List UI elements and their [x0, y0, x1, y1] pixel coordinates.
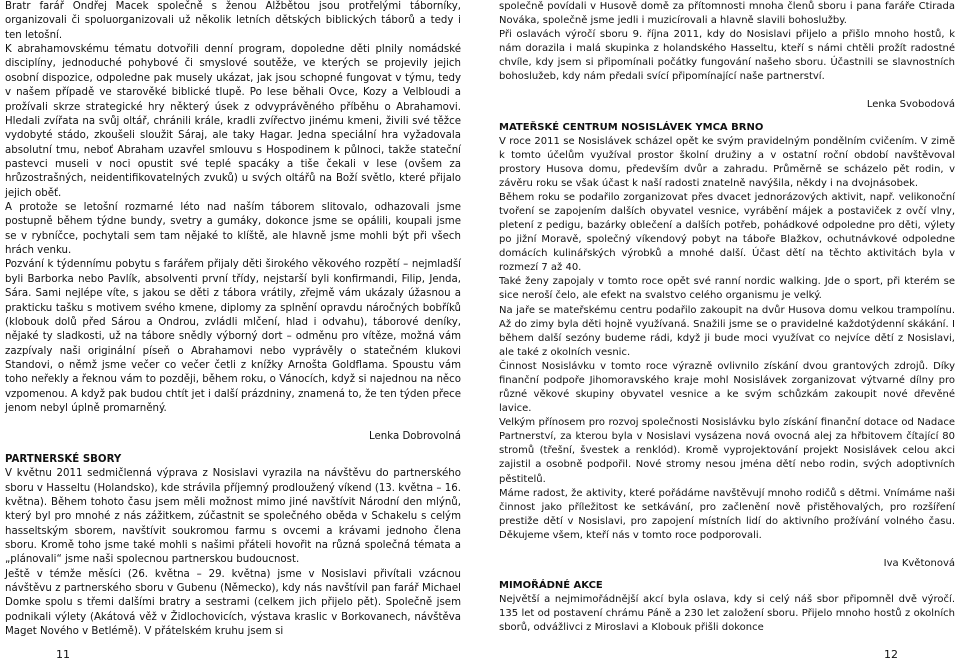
author-signature: Lenka Dobrovolná	[369, 431, 461, 443]
paragraph: Největší a nejmimořádnější akcí byla oslava, kdy si celý náš sbor připomněl dvě výročí. 135 let od postavení chrámu Páně a 230 let založení sboru. Přijelo mnoho hostů z okolních sborů, odvážlivci z Miroslavi a Klobouk přišli dokonce	[499, 594, 955, 634]
paragraph: K abrahamovskému tématu dotvořili denní program, dopoledne děti plnily nomádské disciplíny, jednoduché pohybové či smyslové soutěže, ve kterých se projevily jejich osobní dispozice, odpoledne pak musely ukázat, jak jsou schopné fungovat v týmu, tedy v našem případě ve starověké biblické tlupě. Po lese běhali Ovce, Kozy a Velbloudi a prožívali skrze strategické hry některý úsek z odvyprávěného příběhu o Abrahamovi. Hledali zvířata na svůj oltář, chránili krále, kradli zvířectvo jinému kmeni, živili své těžce vydobyté stádo, zkoušeli sloužit Sáraj, ale taky Hagar. Jedna speciální hra vyžadovala absolutní tmu, neboť Abraham uzavřel smlouvu s Hospodinem k půlnoci, takže stateční pastevci museli v noci opustit své teplé spacáky a tiše čekali v lese (ovšem za hrůzostrašných, neidentifikovatelných zvuků) u svých oltářů na Boží světlo, které přijalo jejich oběť.	[5, 44, 461, 199]
paragraph: V roce 2011 se Nosislávek scházel opět ke svým pravidelným pondělním cvičením. V zimě k tomto účelům využíval prostor školní družiny a v ostatní roční období navštěvoval prostory Husova domu, především dvůr a zahradu. Průměrně se scházelo pět rodin, v závěru roku se však účast k naší radosti znatelně navýšila, někdy i na dvojnásobek.	[499, 135, 955, 189]
section-heading: MIMOŘÁDNÉ AKCE	[499, 579, 603, 591]
section-heading: MATEŘSKÉ CENTRUM NOSISLÁVEK YMCA BRNO	[499, 121, 764, 133]
paragraph: Pozvání k týdennímu pobytu s farářem přijaly děti širokého věkového rozpětí – nejmladší byli Barborka nebo Pavlík, absolventi první třídy, nejstarší byli konfirmandi, Filip, Jenda, Sára. Sami nejlépe víte, s jakou se děti z tábora vrátily, zřejmě vám ukázaly úžasnou a prakticku tašku s motivem svého kmene, diplomy za splnění opravdu náročných bobříků (klobouk dolů před Sárou a Ondrou, zvládli mlčení, hlad i odvahu), táborové deníky, nějaké ty sladkosti, už na tábore snědly výborný dort – odměnu pro vítěze, možná vám zazpívaly naši originální píseň o Abrahamovi nebo vyprávěly o statečném klukovi Standovi, o němž jsme večer co večer četli z knížky Arnošta Goldflama. Spoustu vám toho neřekly a řeknou vám to později, během roku, o Vánocích, když si najednou na něco vzpomenou. A když pak budou chtít jet i další prázdniny, znamená to, že ten týden přece jenom nebyl úplně promarněný.	[5, 259, 461, 415]
paragraph: Během roku se podařilo zorganizovat přes dvacet jednorázových aktivit, např. velikonoční tvoření se zapojením dalších obyvatel vesnice, vyrábění májek a postaviček z ovčí vlny, pletení z pedigu, bazárky oblečení a dalších potřeb, pohádkové odpoledne pro děti, výlety po jižní Moravě, společný víkendový pobyt na táboře Blažkov, ochutnávkové odpoledne domácích kulinářských výrobků a mnohé další. Účast dětí na těchto aktivitách byla v rozmezí 7 až 40.	[499, 191, 955, 274]
author-signature: Iva Květonová	[883, 557, 955, 569]
left-column	[5, 0, 461, 639]
right-column	[499, 0, 955, 635]
paragraph: Také ženy zapojaly v tomto roce opět své ranní nordic walking. Jde o sport, při kterém se sice neroší čelo, ale efekt na svalstvo celého organismu je velký.	[499, 276, 955, 302]
page-number-right: 12	[884, 648, 898, 661]
paragraph: A protože se letošní rozmarné léto nad naším táborem slitovalo, odhazovali jsme postupně během týdne bundy, svetry a gumáky, dokonce jsme se opálili, koupali jsme se v rybníčce, pochytali sem tam nějaké to klíště, ale hlavně jsme mohli být při všech hrách venku.	[5, 202, 461, 257]
paragraph: Velkým přínosem pro rozvoj společnosti Nosislávku bylo získání finanční dotace od Nadace Partnerství, za kterou byla v Nosislavi vysázena nová ovocná alej za hřbitovem čítající 80 stromů (třešní, švestek a renklód). Kromě vyprojektování projekt Nosislávek celou akci zajistil a osobně podpořil. Nové stromy nesou jména dětí nebo rodin, svých adoptivních pěstitelů.	[499, 417, 955, 485]
paragraph: Při oslavách výročí sboru 9. října 2011, kdy do Nosislavi přijelo a přišlo mnoho hostů, k nám dorazila i malá skupinka z holandského Hasseltu, kteří s námi chtěli prožít radostné chvíle, kdy jsem si připomínali počátky fungování našeho sboru. Účastnili se slavnostních bohoslužeb, kdy nám předali svící připomínající naše partnerství.	[499, 29, 955, 83]
paragraph: Ještě v témže měsíci (26. května – 29. května) jsme v Nosislavi přivítali vzácnou návštěvu z partnerského sboru v Gubenu (Německo), kdy nás navštívil pan farář Michael Domke spolu s třemi dalšími bratry a sestrami (celkem jich přijelo pět). Společně jsem podnikali výlety (Akátová věž v Židlochovicích, výstava kraslic v Borkovanech, návštěva Maget Nového v Betlémě). V přátelském kruhu jsem si	[5, 568, 461, 638]
paragraph: Činnost Nosislávku v tomto roce výrazně ovlivnilo získání dvou grantových zdrojů. Díky finanční podpoře Jihomoravského kraje mohl Nosislávek zorganizovat výtvarné dílny pro různé věkové skupiny obyvatel vesnice a ke svým schůzkám zakoupit nové dřevěné lavice.	[499, 360, 955, 415]
section-heading: PARTNERSKÉ SBORY	[5, 453, 122, 465]
paragraph: Na jaře se mateřskému centru podařilo zakoupit na dvůr Husova domu velkou trampolínu. Až do zimy byla děti hojně využívaná. Snažili jsme se o pravidelné každotýdenní skákání. I během další sezóny budeme rádi, když ji bude moci využívat co nejvíce dětí z Nosislavi, ale také z okolních vesnic.	[499, 304, 955, 358]
page-number-left: 11	[56, 648, 70, 661]
paragraph: V květnu 2011 sedmičlenná výprava z Nosislavi vyrazila na návštěvu do partnerského sboru v Hasseltu (Holandsko), kde strávila příjemný prodloužený víkend (13. května – 16. května). Během tohoto času jsem měli možnost mimo jiné navštívit Národní den mlýnů, který byl pro mnohé z nás zážitkem, zúčastnit se společného oběda v Schakelu s celým hasseltským sborem, navštívit soukromou farmu s ovcemi a krávami jednoho člena sboru. Kromě toho jsme také mohli s našimi přáteli hovořit na různá společná témata a „plánovali“ jsme naši spolecnou partnerskou budoucnost.	[5, 468, 461, 566]
author-signature: Lenka Svobodová	[866, 99, 955, 111]
paragraph: Bratr farář Ondřej Macek společně s ženou Alžbětou jsou protřelými táborníky, organizovali či spoluorganizovali už několik letních dětských biblických táborů a tedy i ten letošní.	[5, 1, 461, 41]
paragraph: Máme radost, že aktivity, které pořádáme navštěvují mnoho rodičů s dětmi. Vnímáme naši činnost jako příležitost ke setkávání, pro začlenění nově přistěhovalých, pro rozšíření prestiže dětí v Nosislavi, pro zapojení místních lidí do aktivního prožívání volného času. Děkujeme všem, kteří nás v tomto roce podporovali.	[499, 487, 955, 541]
paragraph: společně povídali v Husově domě za přítomnosti mnoha členů sboru i pana faráře Ctirada Nováka, společně jsme jedli i muzicírovali a hlavně slavili bohoslužby.	[499, 1, 955, 27]
